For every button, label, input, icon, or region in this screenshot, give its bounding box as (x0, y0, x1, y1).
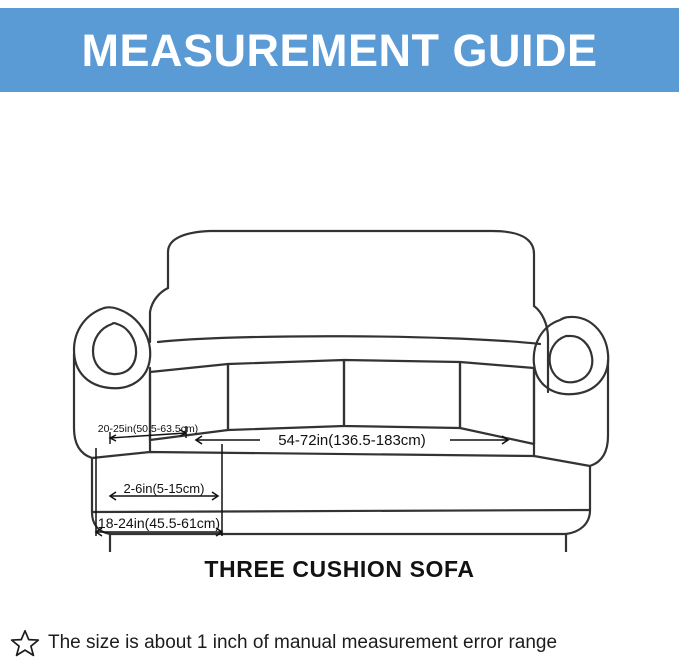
dimension-depth-label: 18-24in(45.5-61cm) (97, 515, 221, 531)
footer-note-text: The size is about 1 inch of manual measurement error range (48, 632, 558, 653)
diagram-caption: THREE CUSHION SOFA (204, 556, 475, 582)
dimension-arm-label: 20-25in(50.5-63.5cm) (97, 423, 199, 435)
footer-note (0, 628, 679, 658)
sofa-illustration (0, 92, 679, 552)
dimension-width-label: 54-72in(136.5-183cm) (278, 432, 426, 449)
star-icon (10, 628, 40, 658)
header-banner (0, 8, 679, 92)
page-title: MEASUREMENT GUIDE (81, 24, 598, 76)
dimension-thickness-label: 2-6in(5-15cm) (123, 481, 205, 496)
